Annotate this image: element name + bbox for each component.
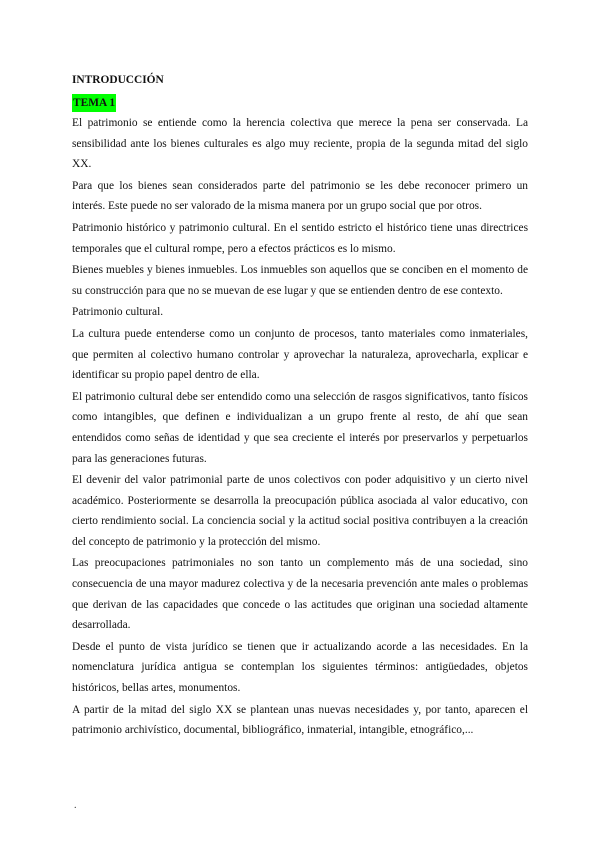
paragraph: Patrimonio histórico y patrimonio cultural. En el sentido estricto el histórico tiene unas directrices temporales que el cultural rompe, pero a efectos prácticos es lo mismo.	[72, 221, 528, 255]
paragraph: El patrimonio cultural debe ser entendido como una selección de rasgos significativos, tanto físicos como intangibles, que definen e individualizan a un grupo frente al resto, de ahí que sean entendidos como señas de identidad y que sea creciente el interés por preservarlos y perpetuarlos para las generaciones futuras.	[72, 390, 528, 465]
footer-mark: .	[74, 800, 77, 811]
section-label-row	[72, 93, 528, 113]
section-label-highlight: TEMA 1	[72, 94, 116, 112]
paragraph: El devenir del valor patrimonial parte de unos colectivos con poder adquisitivo y un cierto nivel académico. Posteriormente se desarrolla la preocupación pública asociada al valor educativo, con cierto rendimiento social. La conciencia social y la actitud social positiva contribuyen a la creación del concepto de patrimonio y la protección del mismo.	[72, 474, 528, 548]
paragraph: Patrimonio cultural.	[72, 306, 164, 319]
paragraph: Desde el punto de vista jurídico se tienen que ir actualizando acorde a las necesidades. En la nomenclatura jurídica antigua se contemplan los siguientes términos: antigüedades, objetos históricos, bellas artes, monumentos.	[72, 640, 528, 695]
paragraph: El patrimonio se entiende como la herencia colectiva que merece la pena ser conservada. La sensibilidad ante los bienes culturales es algo muy reciente, propia de la segunda mitad del siglo XX.	[72, 117, 528, 171]
paragraph: Las preocupaciones patrimoniales no son tanto un complemento más de una sociedad, sino consecuencia de una mayor madurez colectiva y de la necesaria prevención ante males o problemas que derivan de las capacidades que concede o las actitudes que originan una sociedad altamente desarrollada.	[72, 557, 528, 632]
document-page	[72, 70, 528, 742]
paragraph: Bienes muebles y bienes inmuebles. Los inmuebles son aquellos que se conciben en el momento de su construcción para que no se muevan de ese lugar y que se entienden dentro de ese contexto.	[72, 264, 528, 297]
paragraph: La cultura puede entenderse como un conjunto de procesos, tanto materiales como inmateriales, que permiten al colectivo humano controlar y aprovechar la naturaleza, aprovecharla, explicar e identificar su propio papel dentro de ella.	[72, 327, 528, 382]
document-heading: INTRODUCCIÓN	[72, 74, 164, 86]
paragraph: Para que los bienes sean considerados parte del patrimonio se les debe reconocer primero un interés. Este puede no ser valorado de la misma manera por un grupo social que por otros.	[72, 179, 528, 213]
paragraph: A partir de la mitad del siglo XX se plantean unas nuevas necesidades y, por tanto, aparecen el patrimonio archivístico, documental, bibliográfico, inmaterial, intangible, etnográfico,...	[72, 703, 528, 737]
document-body	[72, 113, 528, 741]
